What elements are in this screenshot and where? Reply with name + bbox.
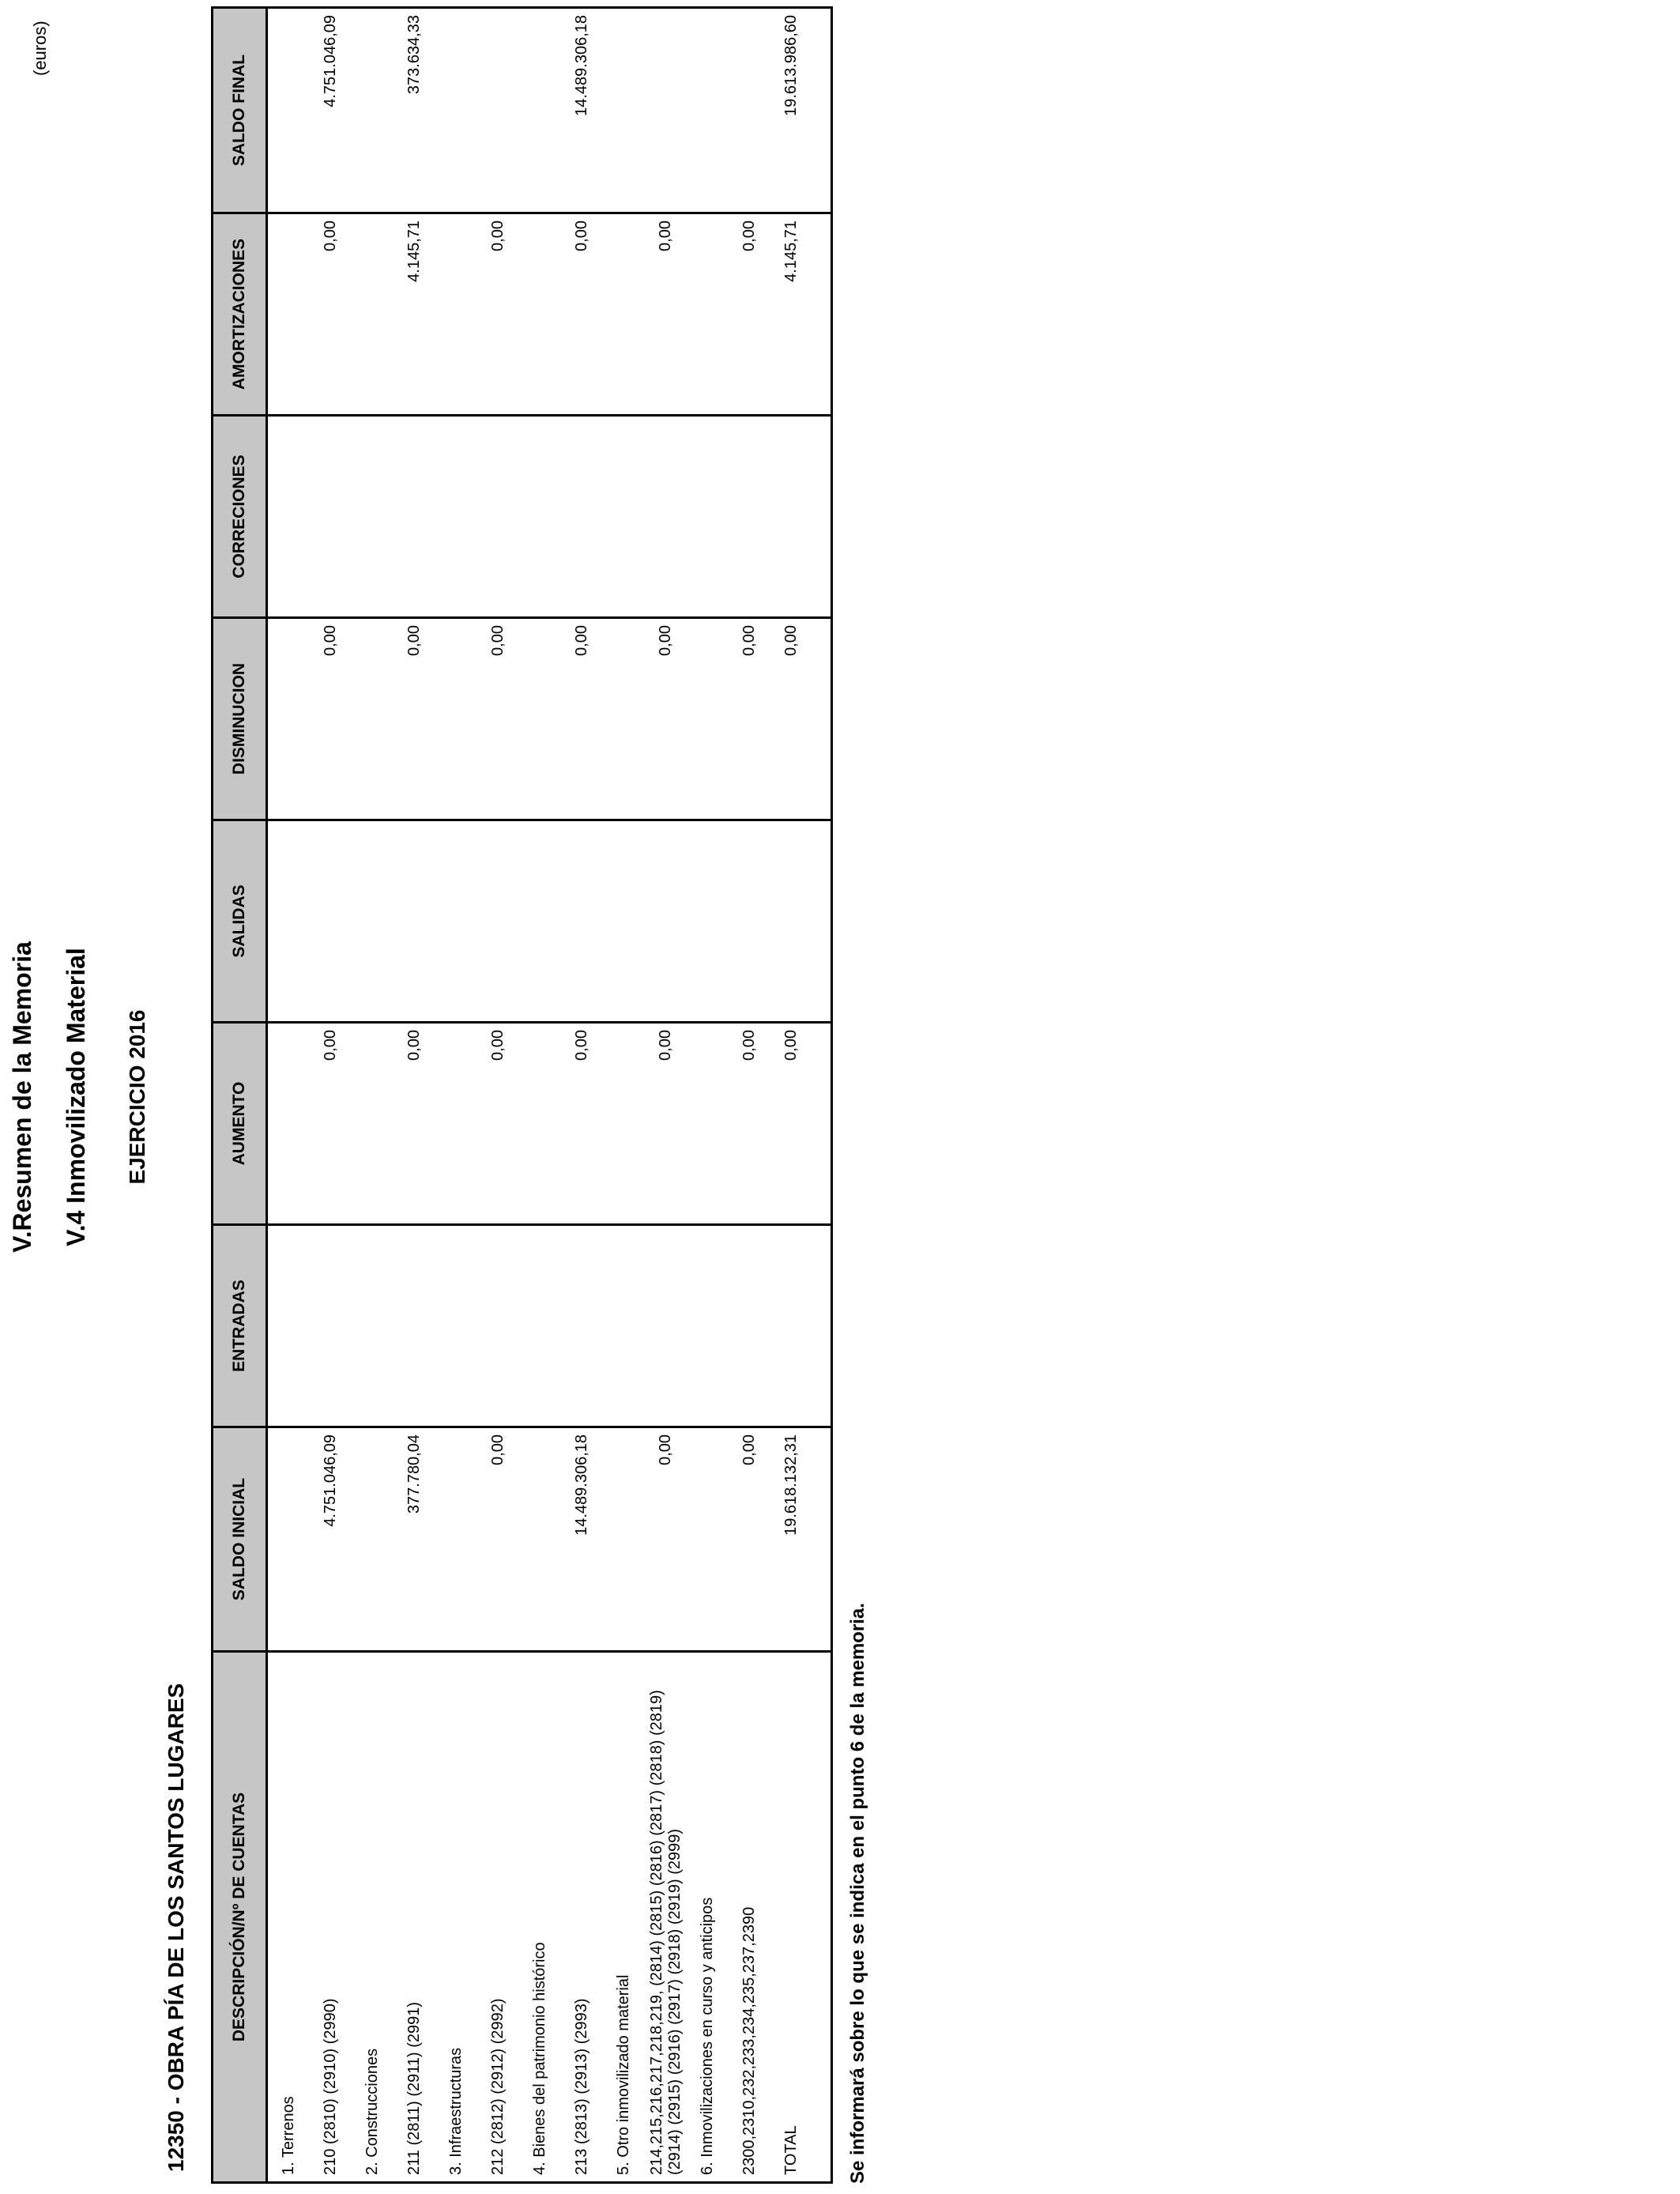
cell-value-total: 19.618.132,31 <box>782 1434 800 1536</box>
saldo-final-column <box>267 8 832 213</box>
cell-value <box>268 214 310 414</box>
row-description: 210 (2810) (2910) (2990) <box>322 1998 339 2175</box>
cell-value: 0,00 <box>740 1030 758 1061</box>
cell-value <box>435 619 477 819</box>
column-header: SALDO FINAL <box>213 8 267 213</box>
cell-value <box>352 1428 394 1650</box>
row-description: 3. Infraestructuras <box>447 2047 465 2175</box>
cell-value <box>687 821 729 1021</box>
cell-value <box>268 417 310 616</box>
cell-value <box>352 821 394 1021</box>
cell-value: 0,00 <box>489 221 507 251</box>
row-description: 5. Otro inmovilizado material <box>615 1974 632 2175</box>
cell-value <box>687 214 729 414</box>
cell-value <box>310 1226 352 1426</box>
cell-value: 0,00 <box>489 625 507 656</box>
cell-value <box>352 1023 394 1223</box>
column-header: CORRECIONES <box>213 416 267 618</box>
cell-value <box>645 9 687 212</box>
row-description: 214,215,216,217,218,219, (2814) (2815) (2816) (2817) (2818) (2819) (2914) (2915) (2916) (2917) (2918) (2919) (2999) <box>648 1690 684 2175</box>
column-header: SALDO INICIAL <box>213 1427 267 1652</box>
cell-value: 14.489.306,18 <box>573 15 590 116</box>
cell-value <box>310 821 352 1021</box>
cell-value <box>519 214 561 414</box>
cell-value <box>435 214 477 414</box>
table-header-row <box>213 8 267 2183</box>
cell-value <box>435 1428 477 1650</box>
row-description: 1. Terrenos <box>280 2096 297 2175</box>
cell-value-total: 19.613.986,60 <box>782 15 800 116</box>
column-header: AUMENTO <box>213 1023 267 1225</box>
cell-value <box>645 417 687 616</box>
currency-units: (euros) <box>30 21 50 76</box>
cell-value <box>394 417 435 616</box>
cell-value: 0,00 <box>740 1434 758 1465</box>
column-header: ENTRADAS <box>213 1225 267 1427</box>
cell-value-total: 4.145,71 <box>782 221 800 282</box>
cell-value: 0,00 <box>405 1030 423 1061</box>
cell-value <box>477 9 519 212</box>
cell-value <box>268 1023 310 1223</box>
cell-value <box>561 821 603 1021</box>
cell-value <box>477 1226 519 1426</box>
cell-value: 0,00 <box>657 1434 674 1465</box>
cell-value: 0,00 <box>322 221 339 251</box>
cell-value <box>435 1226 477 1426</box>
cell-value <box>519 1226 561 1426</box>
cell-value: 0,00 <box>405 625 423 656</box>
disminucion-column <box>267 618 832 820</box>
cell-value: 4.145,71 <box>405 221 423 282</box>
cell-value <box>477 417 519 616</box>
column-header: SALIDAS <box>213 820 267 1023</box>
cell-value-total <box>770 1226 812 1426</box>
cell-value <box>561 1226 603 1426</box>
footnote: Se informará sobre lo que se indica en el punto 6 de la memoria. <box>847 1603 868 2184</box>
cell-value: 0,00 <box>573 1030 590 1061</box>
cell-value <box>687 619 729 819</box>
cell-value <box>435 821 477 1021</box>
cell-value: 0,00 <box>322 1030 339 1061</box>
cell-value <box>352 619 394 819</box>
cell-value <box>394 821 435 1021</box>
cell-value <box>729 821 770 1021</box>
cell-value <box>435 9 477 212</box>
cell-value <box>268 9 310 212</box>
correciones-column <box>267 416 832 618</box>
cell-value <box>394 1226 435 1426</box>
cell-value <box>603 1428 645 1650</box>
cell-value <box>603 417 645 616</box>
cell-value <box>603 821 645 1021</box>
cell-value <box>477 821 519 1021</box>
cell-value <box>435 417 477 616</box>
row-description: 211 (2811) (2911) (2991) <box>405 2001 423 2175</box>
fiscal-year-title: EJERCICIO 2016 <box>125 1009 149 1185</box>
cell-value: 0,00 <box>740 625 758 656</box>
row-description: 213 (2813) (2913) (2993) <box>573 1998 590 2175</box>
cell-value <box>603 214 645 414</box>
description-column <box>267 1652 832 2183</box>
cell-value: 0,00 <box>657 625 674 656</box>
cell-value-total <box>770 417 812 616</box>
cell-value <box>687 417 729 616</box>
amortizaciones-column <box>267 213 832 416</box>
table-row <box>267 8 832 2183</box>
cell-value <box>310 417 352 616</box>
column-header: DISMINUCION <box>213 618 267 820</box>
cell-value <box>729 1226 770 1426</box>
cell-value <box>603 619 645 819</box>
row-description-total: TOTAL <box>782 2125 800 2175</box>
cell-value: 0,00 <box>657 1030 674 1061</box>
cell-value <box>687 1226 729 1426</box>
cell-value <box>519 417 561 616</box>
cell-value: 0,00 <box>573 221 590 251</box>
cell-value <box>603 9 645 212</box>
cell-value <box>268 821 310 1021</box>
row-description: 6. Inmovilizaciones en curso y anticipos <box>699 1897 716 2175</box>
cell-value <box>352 9 394 212</box>
cell-value: 0,00 <box>489 1434 507 1465</box>
cell-value <box>435 1023 477 1223</box>
report-title: V.Resumen de la Memoria <box>8 941 36 1253</box>
cell-value <box>352 214 394 414</box>
saldo-inicial-column <box>267 1427 832 1652</box>
cell-value-total: 0,00 <box>782 625 800 656</box>
cell-value: 373.634,33 <box>405 15 423 95</box>
cell-value <box>519 9 561 212</box>
cell-value <box>352 417 394 616</box>
salidas-column <box>267 820 832 1023</box>
cell-value-total: 0,00 <box>782 1030 800 1061</box>
aumento-column <box>267 1023 832 1225</box>
cell-value <box>603 1226 645 1426</box>
cell-value <box>729 9 770 212</box>
cell-value <box>729 417 770 616</box>
cell-value: 4.751.046,09 <box>322 15 339 107</box>
column-header: DESCRIPCIÓN/Nº DE CUENTAS <box>213 1652 267 2183</box>
cell-value <box>687 1428 729 1650</box>
cell-value <box>645 821 687 1021</box>
cell-value: 4.751.046,09 <box>322 1434 339 1527</box>
cell-value <box>519 1023 561 1223</box>
cell-value: 0,00 <box>657 221 674 251</box>
cell-value <box>645 1226 687 1426</box>
column-header: AMORTIZACIONES <box>213 213 267 416</box>
cell-value <box>603 1023 645 1223</box>
cell-value <box>687 1023 729 1223</box>
cell-value-total <box>770 821 812 1021</box>
cell-value <box>519 619 561 819</box>
entradas-column <box>267 1225 832 1427</box>
cell-value: 377.780,04 <box>405 1434 423 1514</box>
cell-value <box>268 619 310 819</box>
cell-value: 0,00 <box>322 625 339 656</box>
cell-value: 0,00 <box>740 221 758 251</box>
cell-value <box>561 417 603 616</box>
cell-value <box>519 1428 561 1650</box>
cell-value: 14.489.306,18 <box>573 1434 590 1536</box>
cell-value <box>268 1428 310 1650</box>
cell-value <box>519 821 561 1021</box>
row-description: 212 (2812) (2912) (2992) <box>489 1998 507 2175</box>
cell-value: 0,00 <box>489 1030 507 1061</box>
row-description: 2. Construcciones <box>363 2048 381 2175</box>
cell-value <box>687 9 729 212</box>
cell-value <box>352 1226 394 1426</box>
row-description: 4. Bienes del patrimonio histórico <box>531 1942 548 2175</box>
cell-value: 0,00 <box>573 625 590 656</box>
row-description: 2300,2310,232,233,234,235,237,2390 <box>740 1906 758 2175</box>
cell-value <box>268 1226 310 1426</box>
inmovilizado-table <box>211 6 833 2184</box>
entity-name: 12350 - OBRA PÍA DE LOS SANTOS LUGARES <box>164 1683 188 2172</box>
section-title: V.4 Inmovilizado Material <box>62 948 90 1246</box>
